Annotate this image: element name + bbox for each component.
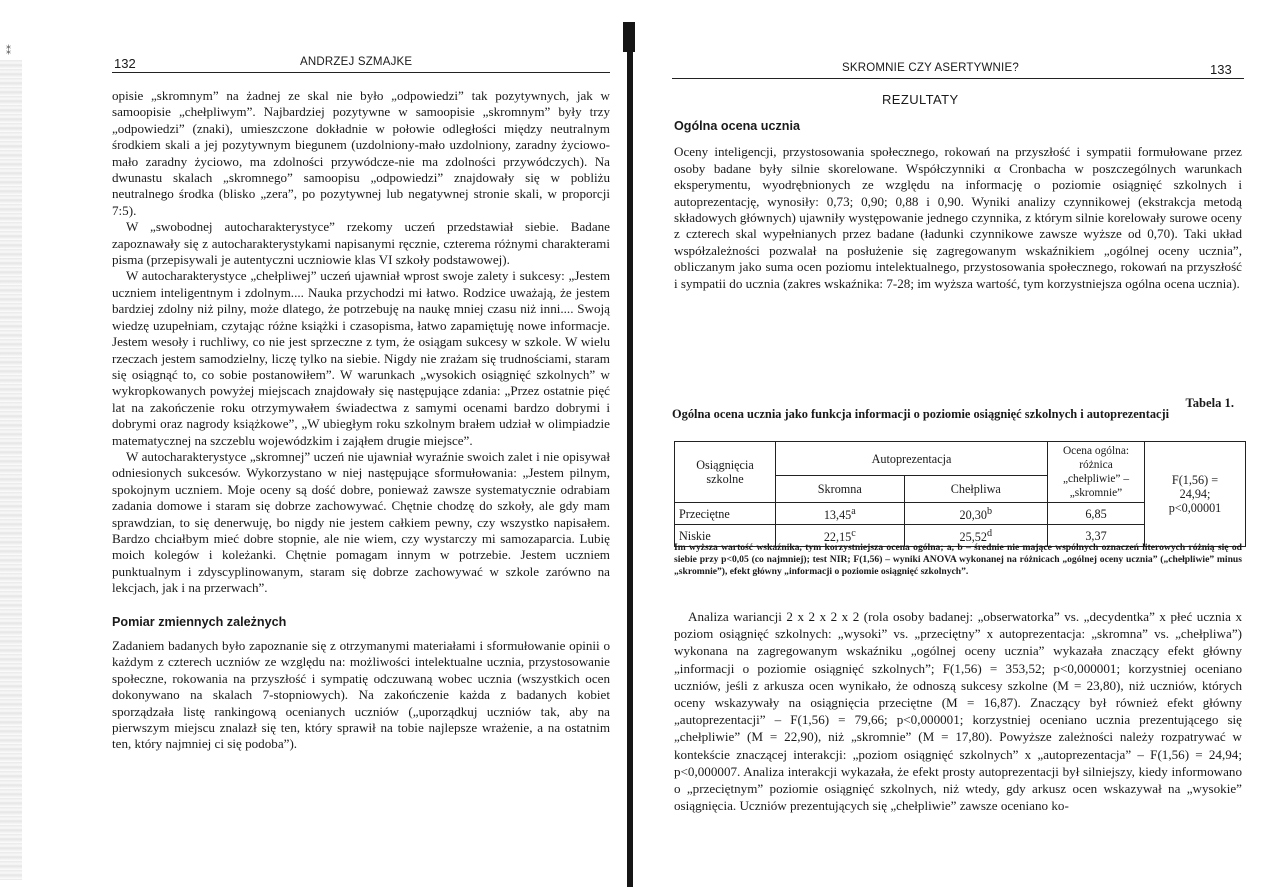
- cell-superscript: c: [851, 528, 856, 540]
- table-header-skromna: Skromna: [776, 476, 905, 503]
- table-footnote: Im wyższa wartość wskaźnika, tym korzystniejsza ocena ogólna; a, b – średnie nie mające wspólnych oznaczeń literowych różnią się od siebie przy p<0,05 (co najmniej); test NIR; F(1,56) – wyniki ANOVA wykonanej na różnicach „ogólnej oceny ucznia” („chełpliwie” minus „skromnie”), efekt główny „informacji o poziomie osiągnięć szkolnych”.: [674, 542, 1242, 577]
- scan-artifact: ⁑: [6, 46, 11, 57]
- section-heading: Pomiar zmiennych zależnych: [112, 614, 287, 629]
- paragraph: W „swobodnej autocharakterystyce” rzekomy uczeń przedstawiał siebie. Badane zapoznawały się z autocharakterystykami napisanymi ręcznie, czterema różnymi charakterami pisma (przepisywali je autentyczni uczniowie klas VI szkoły podstawowej).: [112, 219, 610, 268]
- header-rule-left: [112, 72, 610, 73]
- chapter-heading: REZULTATY: [882, 92, 959, 107]
- paragraph: W autocharakterystyce „skromnej” uczeń nie ujawniał wyraźnie swoich zalet i nie opisywał odniesionych sukcesów. Wykorzystano w niej następujące sformułowania: „Jestem pilnym, spokojnym uczniem. Moje oceny są dość dobre, ponieważ zawsze systematycznie odrabiam zadania domowe i staram się dobrze zachowywać. Chętnie chodzę do szkoły, ale gdy mam sprawdzian, to się denerwuję, bo nigdy nie jestem całkiem pewny, czy wszystko napisałem. Bardzo chciałbym mieć dobre stopnie, ale nie wiem, czy wystarczy mi samozaparcia. Lubię moich kolegów i koleżanki. Chętnie pomagam innym w potrzebie. Jestem uczniem punktualnym i zdyscyplinowanym, staram się dobrze zachowywać w szkole zarówno na lekcjach, jak i na przerwach”.: [112, 448, 610, 596]
- cell-chelpliwa: [904, 503, 1047, 525]
- cell-superscript: d: [986, 528, 993, 540]
- right-column-analysis: [674, 608, 1242, 814]
- running-head-left: ANDRZEJ SZMAJKE: [300, 56, 413, 68]
- paragraph: W autocharakterystyce „chełpliwej” uczeń ujawniał wprost swoje zalety i sukcesy: „Jestem uczniem inteligentnym i zdolnym.... Nauka przychodzi mi łatwo. Rodzice uważają, że jestem bardziej zdolny niż pilny, może dlatego, że potrzebuję na naukę mniej czasu niż inni.... Swoją wiedzę uzupełniam, czytając różne książki i czasopisma, łatwo zapamiętuję nowe informacje. Jestem wesoły i ruchliwy, co nie jest sprzeczne z tym, że osiągam sukcesy w szkole. W wielu rzeczach jestem samodzielny, liczę tylko na siebie. Nigdy nie zrażam się trudnościami, staram się osiągnąć to, co sobie postanowiłem”. W warunkach „wysokich osiągnięć szkolnych” w wykropkowanych powyżej miejscach znajdowały się następujące zdania: „Przez ostatnie pięć lat na zakończenie roku otrzymywałem świadectwa z samymi ocenami bardzo dobrymi i dobrymi oraz nagrody książkowe”, „W ubiegłym roku szkolnym brałem udział w olimpiadzie matematycznej na szczeblu wojewódzkim i zająłem drugie miejsce”.: [112, 268, 610, 448]
- stat-line: F(1,56) =: [1171, 473, 1219, 488]
- stat-line: p<0,00001: [1168, 501, 1222, 516]
- cell-value: 13,45: [823, 508, 852, 523]
- row-label: Przeciętne: [675, 503, 776, 525]
- table-stat-cell: [1145, 442, 1246, 547]
- left-column-text: [112, 88, 610, 753]
- cell-value: 22,15: [823, 530, 852, 545]
- table-number: Tabela 1.: [1185, 396, 1234, 410]
- cell-skromna: [776, 503, 905, 525]
- page-number-left: 132: [114, 56, 136, 71]
- subheading: Ogólna ocena ucznia: [674, 119, 800, 133]
- cell-value: 20,30: [959, 508, 987, 523]
- paragraph: opisie „skromnym” na żadnej ze skal nie było „odpowiedzi” tak pozytywnych, jak w samoopisie „chełpliwym”. Najbardziej pozytywne w samoopisie „skromnym” były trzy „odpowiedzi” (znaki), umieszczone dokładnie w połowie odległości między neutralnym środkiem skali a jej pozytywnym biegunem (uzdolniony-mało uzdolniony, zaradny życiowo-mało zaradny życiowo, ma zdolności przywódcze-nie ma zdolności przywódczych). Na dwunastu skalach „skromnego” samoopisu „odpowiedzi” znajdowały się w pobliżu neutralnego środka (blisko „zera”, po pozytywnej lub negatywnej stronie skali, w proporcji 7:5).: [112, 88, 610, 218]
- cell-superscript: b: [986, 506, 993, 517]
- cell-diff: 3,37: [1048, 525, 1145, 547]
- table-caption: Ogólna ocena ucznia jako funkcja informacji o poziomie osiągnięć szkolnych i autoprezentacji: [672, 407, 1170, 421]
- book-spine: [627, 22, 633, 887]
- right-column-text: [674, 118, 1242, 292]
- paragraph: Zadaniem badanych było zapoznanie się z otrzymanymi materiałami i sformułowanie opinii o każdym z czterech uczniów ze względu na: możliwości intelektualne ucznia, przystosowanie społeczne, rokowania na przyszłość i sympatię odczuwaną wobec ucznia (wszystkich ocen dokonywano na skalach 7-stopniowych). Na zakończenie każda z badanych kobiet sporządzała listę rankingową ocenianych uczniów („uporządkuj uczniów tak, aby na pierwszym miejscu znalazł się ten, który sprawił na tobie najlepsze wrażenie, a na ostatnim ten, który najmniej ci się podoba”).: [112, 638, 610, 752]
- paragraph: Analiza wariancji 2 x 2 x 2 x 2 (rola osoby badanej: „obserwatorka” vs. „decydentka” x płeć ucznia x poziom osiągnięć szkolnych: „wysoki” vs. „przeciętny” x autoprezentacja: „skromna” vs. „chełpliwa”) wykonana na zagregowanym wskaźniku „ogólnej oceny ucznia” wykazała znaczący efekt główny „informacji o poziomie osiągnięć szkolnych”; F(1,56) = 353,52; p<0,000001; korzystniej oceniano uczniów, jeśli z arkusza ocen wynikało, że odnoszą sukcesy szkolne (M = 23,80), niż uczniów, których oceny wskazywały na osiągnięcia przeciętne (M = 16,87). Znaczący był również efekt główny „autoprezentacji” – F(1,56) = 79,66; p<0,000001; korzystniej oceniano ucznia prezentującego się „chełpliwie” (M = 22,90), niż „skromnie” (M = 17,80). Powyższe zależności należy rozpatrywać w kontekście znaczącej interakcji: „poziom osiągnięć szkolnych” x „autoprezentacja” – F(1,56) = 24,94; p<0,000007. Analiza interakcji wykazała, że efekt prosty autoprezentacji był silniejszy, kiedy informowano o „przeciętnym” poziomie osiągnięć szkolnych, niż wtedy, gdy arkusz ocen wskazywał na „wysokie” osiągnięcia. Uczniów prezentujących się „chełpliwie” zawsze oceniano ko-: [674, 609, 1242, 814]
- results-table: [674, 441, 1246, 547]
- row-label: Niskie: [675, 525, 776, 547]
- stat-line: 24,94;: [1179, 487, 1211, 502]
- table-header-chelpliwa: Chełpliwa: [904, 476, 1047, 503]
- table-header-group: Autoprezentacja: [776, 442, 1048, 476]
- table-header-diff: Ocena ogólna: różnica „chełpliwie” – „skromnie”: [1048, 442, 1145, 503]
- page-number-right: 133: [1210, 62, 1232, 77]
- cell-diff: 6,85: [1048, 503, 1145, 525]
- cell-superscript: a: [851, 506, 856, 517]
- cell-value: 25,52: [959, 530, 987, 545]
- right-page: [634, 0, 1262, 894]
- left-page: [0, 0, 628, 894]
- running-head-right: SKROMNIE CZY ASERTYWNIE?: [842, 62, 1019, 74]
- header-rule-right: [672, 78, 1244, 79]
- paragraph: Oceny inteligencji, przystosowania społecznego, rokowań na przyszłość i sympatii formułowane przez osoby badane były silnie skorelowane. Współczynniki α Cronbacha w poszczególnych warunkach eksperymentu, wyodrębnionych ze względu na informację o poziomie osiągnięć szkolnych i autoprezentację, wynosiły: 0,73; 0,90; 0,88 i 0,90. Wyniki analizy czynnikowej (ekstrakcja metodą składowych głównych) ujawniły występowanie jednego czynnika, z którym silnie korelowały surowe oceny z czterech skal wypełnianych przez badane (ładunki czynnikowe zawsze wyższe od 0,70). Taki układ współzależności pozwalał na posłużenie się zagregowanym wskaźnikiem „ogólnej oceny ucznia”, obliczanym jako suma ocen poziomu intelektualnego, przystosowania społecznego, rokowań na przyszłość i sympatii do ucznia (zakres wskaźnika: 7-28; im wyższa wartość, tym korzystniejsza ogólna ocena ucznia).: [674, 144, 1242, 291]
- table-header-row-label: Osiągnięcia szkolne: [675, 442, 776, 503]
